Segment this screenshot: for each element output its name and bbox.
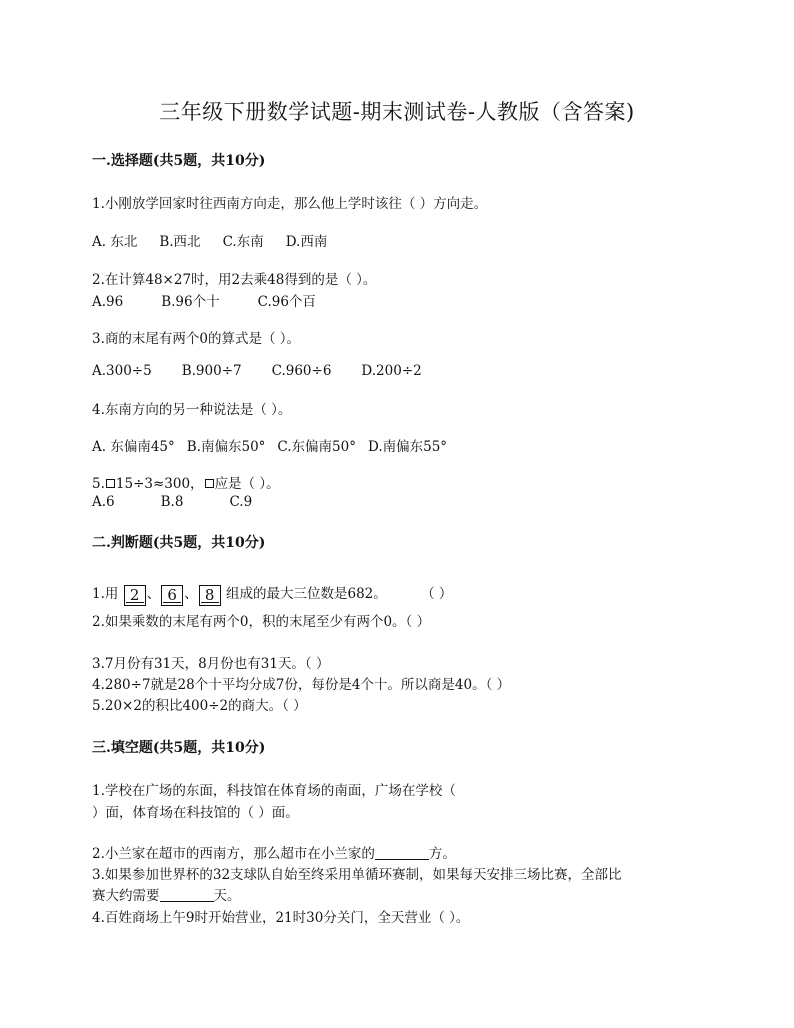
question-text: 1.小刚放学回家时往西南方向走，那么他上学时该往（ ）方向走。 [92, 196, 488, 212]
option: C.96个百 [257, 294, 316, 310]
blank-box [205, 479, 214, 488]
option: A.96 [92, 294, 124, 310]
option: D.200÷2 [361, 363, 422, 379]
question-text [92, 884, 241, 904]
question-text: 1.学校在广场的东面，科技馆在体育场的南面，广场在学校（ [92, 783, 456, 799]
digit-card: 2 [124, 585, 146, 606]
option: C.960÷6 [271, 363, 332, 379]
answer-blank [160, 887, 214, 902]
question-text: 2.在计算48×27时，用2去乘48得到的是（ ）。 [92, 272, 377, 288]
question-number: 5. [92, 476, 105, 492]
option: A.6 [92, 494, 115, 510]
option: D.西南 [285, 234, 328, 250]
answer-paren: （ ） [421, 586, 453, 602]
option: C.9 [229, 494, 253, 510]
option: B.96个十 [161, 294, 220, 310]
option: D.南偏东55° [367, 439, 448, 455]
question-text: 2.如果乘数的末尾有两个0，积的末尾至少有两个0。（ ） [92, 614, 431, 630]
digit-card: 6 [161, 585, 183, 606]
section-heading-choice: 一.选择题(共5题，共10分) [92, 153, 266, 169]
question-text [92, 842, 456, 862]
blank-box [106, 479, 115, 488]
separator: 、 [146, 586, 161, 602]
question-text: ）面，体育场在科技馆的（ ）面。 [92, 805, 299, 821]
question-text [92, 582, 452, 606]
page-title: 三年级下册数学试题-期末测试卷-人教版（含答案) [159, 100, 635, 124]
answer-blank [375, 845, 429, 860]
question-text: 4.东南方向的另一种说法是（ ）。 [92, 402, 292, 418]
question-fragment: 方。 [428, 846, 456, 862]
question-fragment: 赛大约需要 [92, 888, 160, 904]
section-heading-judge: 二.判断题(共5题，共10分) [92, 535, 266, 551]
option: A. 东偏南45° [92, 439, 175, 455]
separator: 、 [184, 586, 198, 602]
option: C.东南 [222, 234, 264, 250]
option: B.8 [160, 494, 184, 510]
question-text [92, 472, 280, 492]
question-fragment: 2.小兰家在超市的西南方，那么超市在小兰家的 [92, 846, 375, 862]
options-row [92, 230, 349, 250]
question-text: 4.百姓商场上午9时开始营业，21时30分关门，全天营业（ ）。 [92, 910, 470, 926]
question-fragment: 天。 [213, 888, 241, 904]
section-heading-fill: 三.填空题(共5题，共10分) [92, 740, 266, 756]
option: B.900÷7 [181, 363, 242, 379]
option: A. 东北 [92, 234, 138, 250]
option: B.西北 [159, 234, 201, 250]
question-fragment: 1.用 [92, 586, 119, 602]
option: C.东偏南50° [277, 439, 356, 455]
options-row [92, 363, 444, 379]
question-text: 3.如果参加世界杯的32支球队自始至终采用单循环赛制，如果每天安排三场比赛，全部比 [92, 867, 622, 883]
options-row [92, 494, 274, 510]
question-fragment: 15÷3≈300， [115, 476, 204, 492]
question-fragment: 应是（ ）。 [214, 476, 280, 492]
digit-card: 8 [199, 585, 221, 606]
options-row [92, 435, 469, 455]
option: B.南偏东50° [186, 439, 266, 455]
question-text: 3.7月份有31天，8月份也有31天。（ ） [92, 656, 330, 672]
question-text: 4.280÷7就是28个十平均分成7份，每份是4个十。所以商是40。（ ） [92, 677, 511, 693]
option: A.300÷5 [92, 363, 152, 379]
question-fragment: 组成的最大三位数是682。 [225, 586, 387, 602]
question-text: 3.商的末尾有两个0的算式是（ ）。 [92, 331, 301, 347]
question-text: 5.20×2的积比400÷2的商大。（ ） [92, 698, 307, 714]
options-row [92, 290, 338, 310]
